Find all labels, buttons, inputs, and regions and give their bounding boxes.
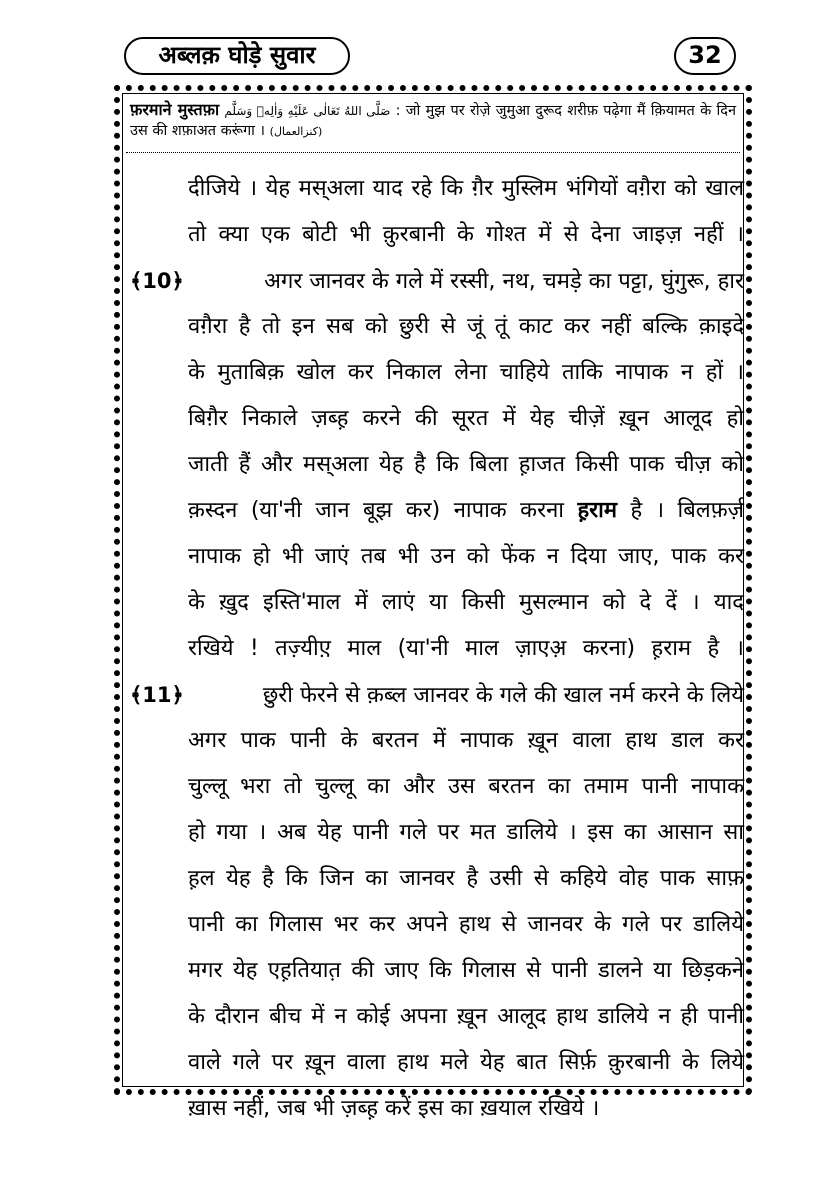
hadith-divider (126, 152, 740, 153)
paragraph-11-first-line (130, 672, 744, 718)
text-fragment: है । बिलफ़र्ज़ (630, 498, 745, 523)
text-line: के ख़ुद इस्ति'माल में लाएं या किसी मुसल्मान को दे दें । याद (188, 590, 744, 615)
text-line: जाती हैं और मस्अला येह है कि बिला ह़ाजत किसी पाक चीज़ को (188, 452, 744, 477)
page-number: 32 (674, 37, 736, 75)
hadith-label: फ़रमाने मुस्तफ़ा (130, 100, 220, 119)
text-line: चुल्लू भरा तो चुल्लू का और उस बरतन का तमाम पानी नापाक (188, 774, 744, 799)
text-line: नापाक हो भी जाएं तब भी उन को फेंक न दिया जाए, पाक कर (188, 544, 744, 569)
text-line: तो क्या एक बोटी भी क़ुरबानी के गोश्त में से देना जाइज़ नहीं । (188, 222, 744, 247)
emphasis-haram: ह़राम (577, 498, 618, 523)
text-line: ह़ल येह है कि जिन का जानवर है उसी से कहिये वोह पाक साफ़ (188, 866, 744, 891)
text-fragment: क़स्दन (या'नी जान बूझ कर) नापाक करना (188, 498, 564, 523)
text-line: वग़ैरा है तो इन सब को छुरी से जूं तूं काट कर नहीं बल्कि क़ाइदे (188, 314, 744, 339)
paragraph-number-10: ﴾10﴿ (130, 269, 184, 293)
text-line: के दौरान बीच में न कोई अपना ख़ून आलूद हाथ डालिये न ही पानी (188, 1004, 744, 1029)
text-line (188, 488, 744, 534)
hadith-text: : जो मुझ पर रोज़े जुमुआ दुरूद शरीफ़ पढ़ेगा मैं क़ियामत के दिन उस की शफ़ाअत करूंगा । (130, 103, 737, 139)
text-line: अगर पाक पानी के बरतन में नापाक ख़ून वाला हाथ डाल कर (188, 728, 744, 753)
text-line: के मुताबिक़ खोल कर निकाल लेना चाहिये ताकि नापाक न हों । (188, 360, 744, 385)
text-line: ख़ास नहीं, जब भी ज़ब्ह़ करें इस का ख़याल रखिये । (188, 1096, 600, 1121)
paragraph-number-11: ﴾11﴿ (130, 683, 184, 707)
text-line: छुरी फेरने से क़ब्ल जानवर के गले की खाल नर्म करने के लिये (262, 683, 744, 708)
text-line: हो गया । अब येह पानी गले पर मत डालिये । इस का आसान सा (188, 820, 744, 845)
hadith-banner (130, 100, 736, 142)
text-line: दीजिये । येह मस्अला याद रहे कि ग़ैर मुस्लिम भंगियों वग़ैरा को खाल (188, 176, 744, 201)
text-line: अगर जानवर के गले में रस्सी, नथ, चमड़े का पट्टा, घुंगुरू, हार (264, 269, 744, 294)
hadith-reference: (کنزالعمال) (269, 125, 323, 138)
arabic-salutation: صَلَّى اللهُ تَعَالٰى عَلَيْهِ وَاٰلِهٖ وَسَلَّم (224, 104, 391, 118)
text-line: मगर येह एह़तियात़ की जाए कि गिलास से पानी डालने या छिड़कने (188, 958, 744, 983)
text-line: पानी का गिलास भर कर अपने हाथ से जानवर के गले पर डालिये (188, 912, 744, 937)
text-line: रखिये ! तज़्यीए़ माल (या'नी माल ज़ाएअ़ करना) ह़राम है । (188, 636, 744, 661)
paragraph-10-first-line (130, 258, 744, 304)
text-line: बिग़ैर निकाले ज़ब्ह़ करने की सूरत में येह चीज़ें ख़ून आलूद हो (188, 406, 744, 431)
book-title: अब्लक़ घोड़े सुवार (124, 37, 350, 75)
text-line: वाले गले पर ख़ून वाला हाथ मले येह बात सिर्फ़ क़ुरबानी के लिये (188, 1050, 744, 1075)
